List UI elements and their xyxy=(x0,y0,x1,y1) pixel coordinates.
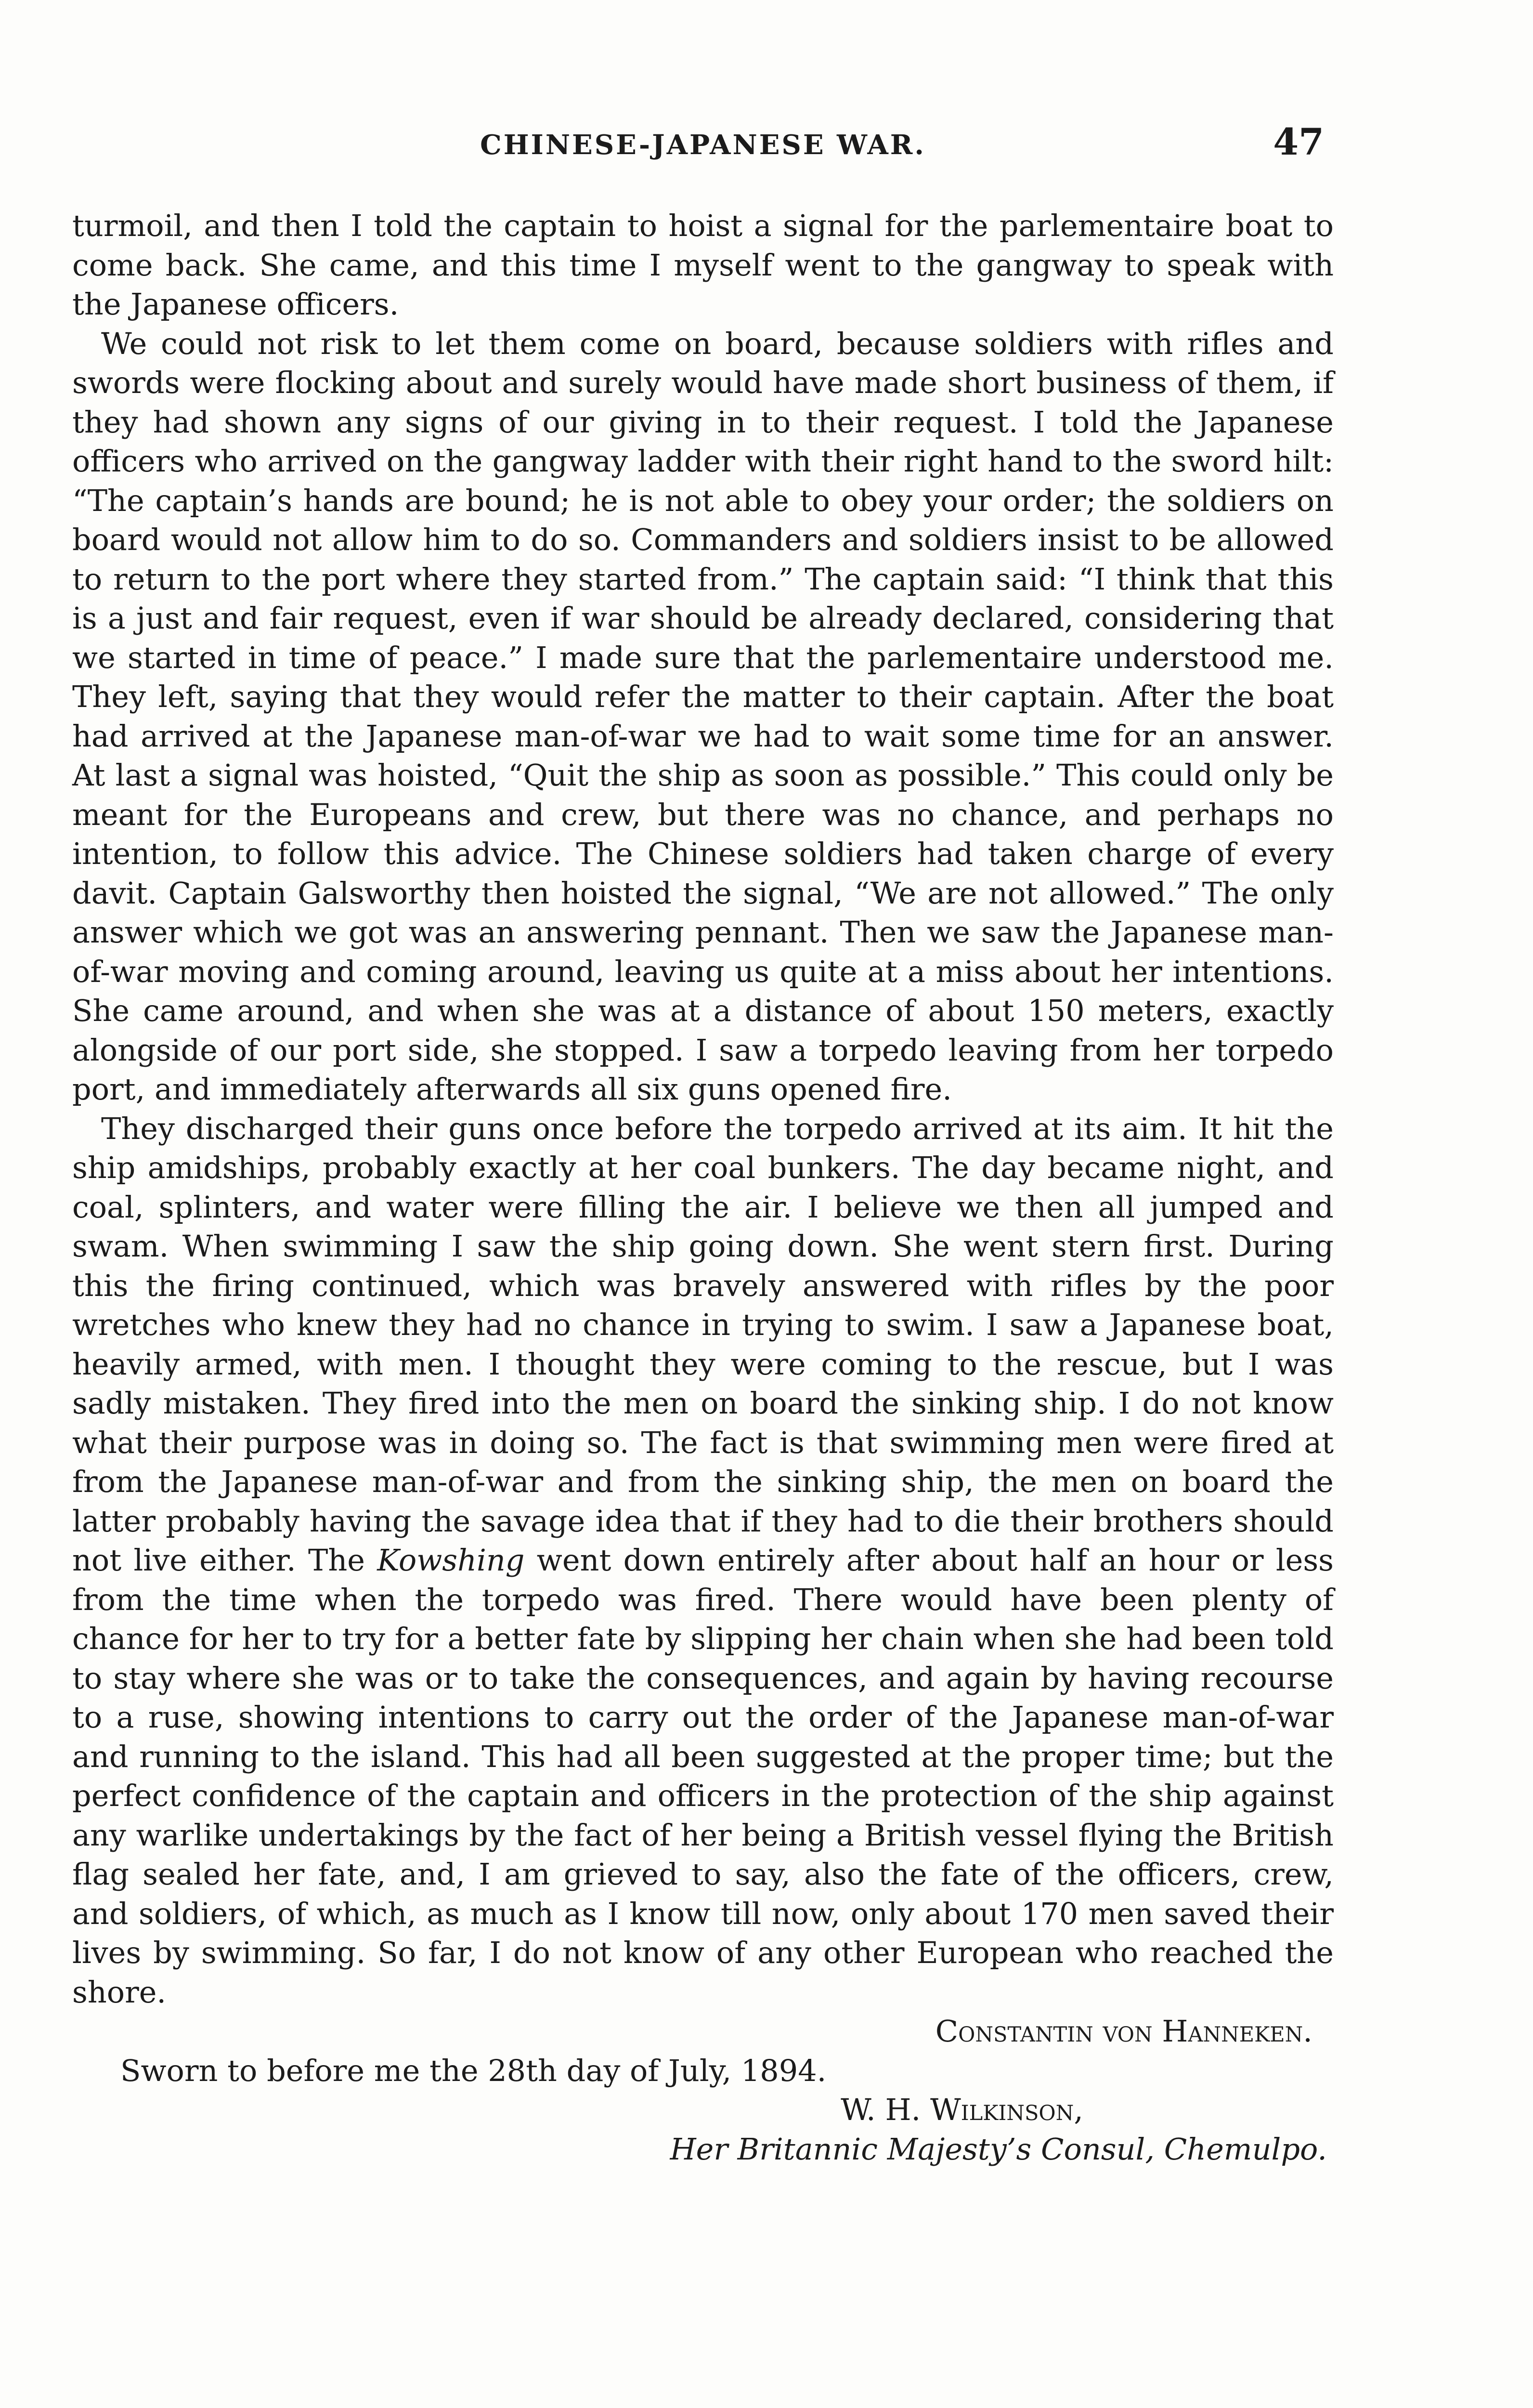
sworn-statement: Sworn to before me the 28th day of July, 1894. xyxy=(120,2053,827,2088)
paragraph-parlementaire xyxy=(72,324,1334,1109)
page-header xyxy=(72,120,1334,173)
paragraph-sinking xyxy=(72,1109,1334,2012)
witness-name: W. H. Wilkinson, xyxy=(841,2092,1083,2127)
paragraph-text: went down entirely after about half an hour or less from the time when the torpedo was fired. There would have been plenty of chance for her to try for a better fate by slipping her chain when she had been told to stay where she was or to take the consequences, and again by having recourse to a ruse, showing intentions to carry out the order of the Japanese man-of-war and running to the island. This had all been suggested at the proper time; but the perfect confidence of the captain and officers in the protection of the ship against any warlike undertakings by the fact of her being a British vessel flying the British flag sealed her fate, and, I am grieved to say, also the fate of the officers, crew, and soldiers, of which, as much as I know till now, only about 170 men saved their lives by swimming. So far, I do not know of any other European who reached the shore. xyxy=(72,1543,1334,2010)
signature: Constantin von Hanneken. xyxy=(935,2014,1312,2049)
paragraph-text: turmoil, and then I told the captain to hoist a signal for the parlementaire boat to come back. She came, and this time I myself went to the gangway to speak with the Japanese officers. xyxy=(72,208,1334,322)
page-number: 47 xyxy=(1273,120,1324,163)
paragraph-text: We could not risk to let them come on board, because soldiers with rifles and swords were flocking about and surely would have made short business of them, if they had shown any signs of our giving in to their request. I told the Japanese officers who arrived on the gangway ladder with their right hand to the sword hilt: “The captain’s hands are bound; he is not able to obey your order; the soldiers on board would not allow him to do so. Commanders and soldiers insist to be allowed to return to the port where they started from.” The captain said: “I think that this is a just and fair request, even if war should be already declared, considering that we started in time of peace.” I made sure that the parlementaire understood me. They left, saying that they would refer the matter to their captain. After the boat had arrived at the Japanese man-of-war we had to wait some time for an answer. At last a signal was hoisted, “Quit the ship as soon as possible.” This could only be meant for the Europeans and crew, but there was no chance, and perhaps no intention, to follow this advice. The Chinese soldiers had taken charge of every davit. Captain Galsworthy then hoisted the signal, “We are not allowed.” The only answer which we got was an answering pennant. Then we saw the Japanese man-of-war moving and coming around, leaving us quite at a miss about her intentions. She came around, and when she was at a distance of about 150 meters, exactly alongside of our port side, she stopped. I saw a torpedo leaving from her torpedo port, and immediately afterwards all six guns opened fire. xyxy=(72,326,1334,1107)
paragraph-text: They discharged their guns once before the torpedo arrived at its aim. It hit the ship amidships, probably exactly at her coal bunkers. The day became night, and coal, splinters, and water were filling the air. I believe we then all jumped and swam. When swimming I saw the ship going down. She went stern first. During this the firing continued, which was bravely answered with rifles by the poor wretches who knew they had no chance in trying to swim. I saw a Japanese boat, heavily armed, with men. I thought they were coming to the rescue, but I was sadly mistaken. They fired into the men on board the sinking ship. I do not know what their purpose was in doing so. The fact is that swimming men were fired at from the Japanese man-of-war and from the sinking ship, the men on board the latter probably having the savage idea that if they had to die their brothers should not live either. The xyxy=(72,1111,1334,1578)
body-text xyxy=(72,206,1334,2169)
paragraph-continuation xyxy=(72,206,1334,324)
running-title: CHINESE-JAPANESE WAR. xyxy=(480,129,926,161)
witness-title: Her Britannic Majesty’s Consul, Chemulpo. xyxy=(670,2131,1327,2167)
ship-name: Kowshing xyxy=(377,1543,525,1578)
